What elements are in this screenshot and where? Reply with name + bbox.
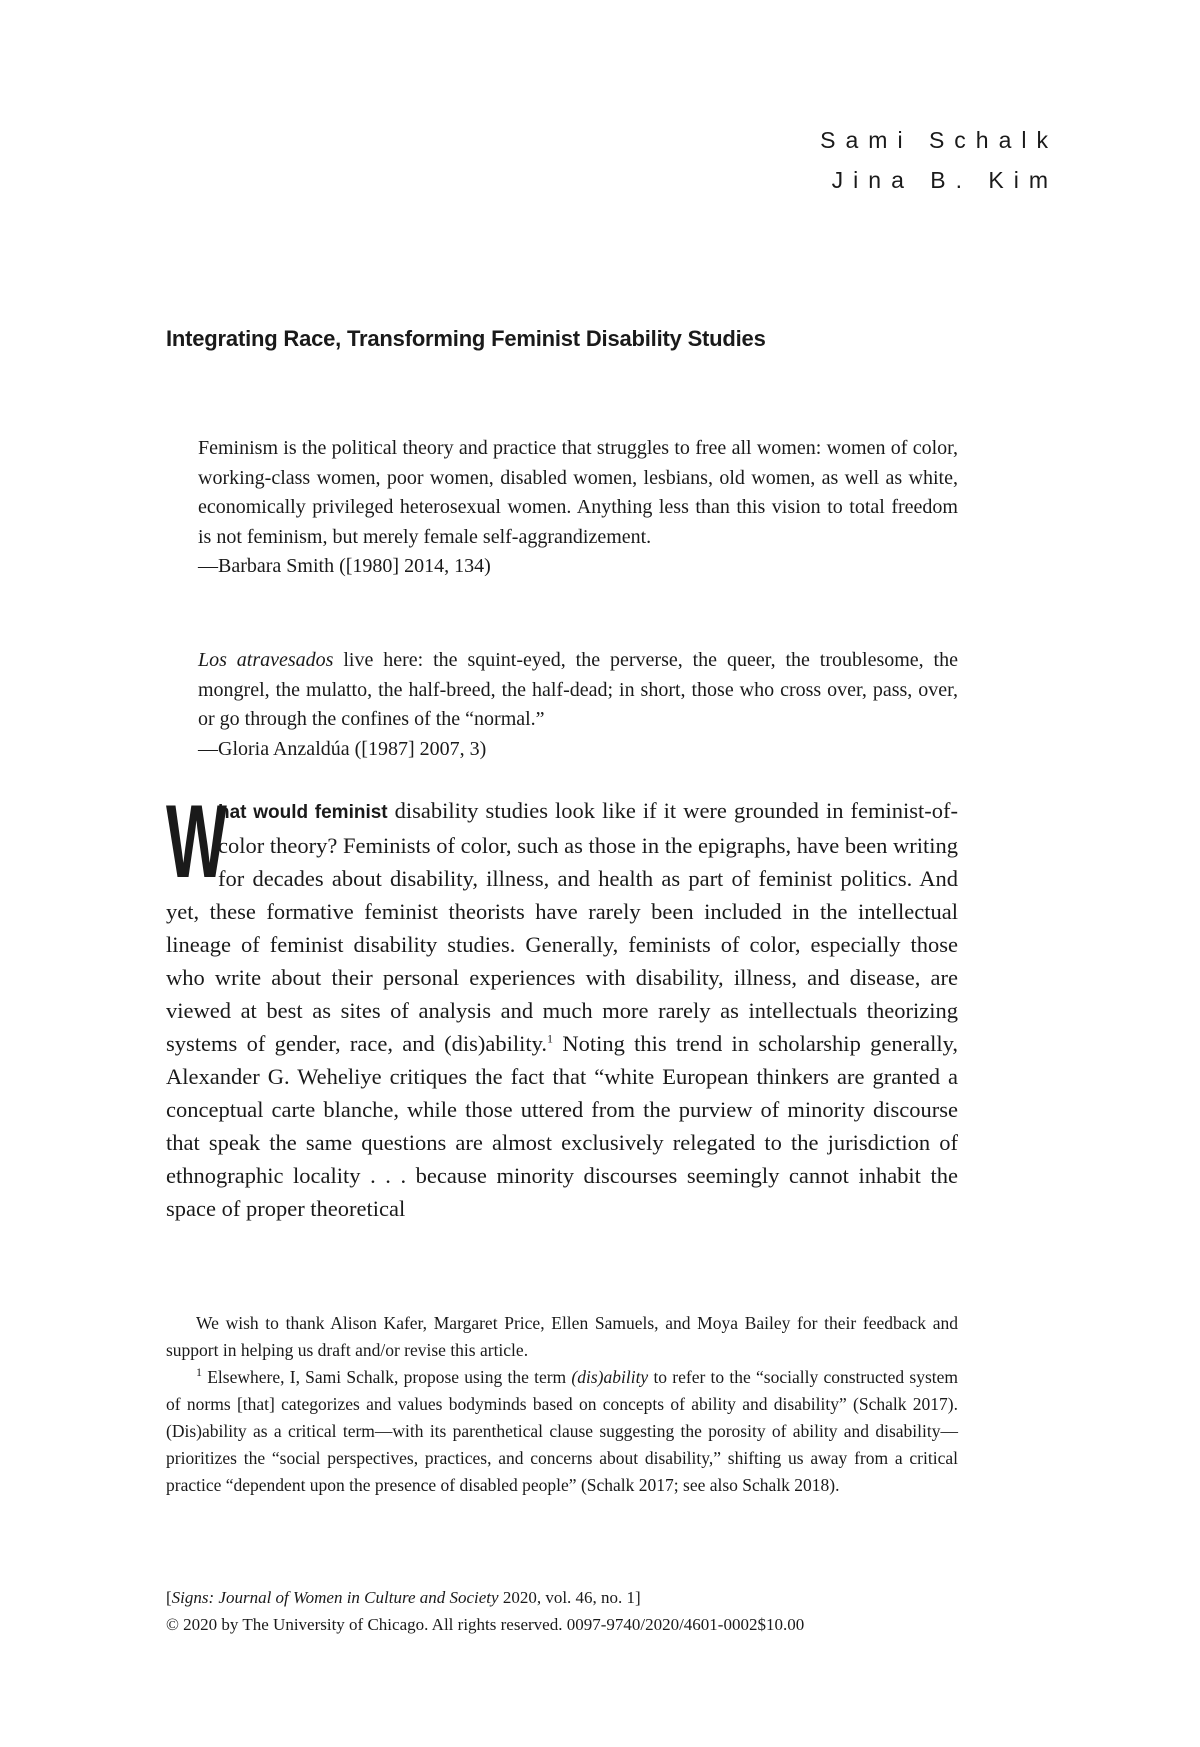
- lead-in-text: hat would feminist: [218, 802, 388, 823]
- journal-name: Signs: Journal of Women in Culture and Society: [171, 1588, 499, 1607]
- footnote-reference[interactable]: 1: [547, 1031, 553, 1046]
- author-name: Sami Schalk: [820, 127, 1058, 153]
- journal-issue: 2020, vol. 46, no. 1]: [498, 1588, 641, 1607]
- body-text-part: disability studies look like if it were grounded in feminist-of-color theory? Feminists of color, such as those in the epigraphs, have been writing for decades about disability, illness, and health as part of feminist politics. And yet, these formative feminist theorists have rarely been included in the intellectual lineage of feminist disability studies. Generally, feminists of color, especially those who write about their personal experiences with disability, illness, and disease, are viewed at best as sites of analysis and much more rarely as intellectuals theorizing systems of gender, race, and (dis)ability.: [166, 798, 958, 1056]
- epigraph-attribution: —Gloria Anzaldúa ([1987] 2007, 3): [198, 737, 487, 760]
- body-paragraph: [166, 784, 958, 1225]
- epigraph-attribution: —Barbara Smith ([1980] 2014, 134): [198, 555, 491, 577]
- footnote-number: 1: [196, 1365, 202, 1380]
- drop-cap: W: [166, 784, 226, 900]
- epigraph-smith: [198, 434, 958, 582]
- footnotes: [166, 1310, 958, 1499]
- acknowledgment-note: We wish to thank Alison Kafer, Margaret Price, Ellen Samuels, and Moya Bailey for their feedback and support in helping us draft and/or revise this article.: [166, 1313, 958, 1360]
- author-list: [820, 120, 1058, 200]
- epigraph-italic-lead: Los atravesados: [198, 649, 334, 671]
- page-footer: [166, 1584, 1066, 1638]
- copyright-line: © 2020 by The University of Chicago. All rights reserved. 0097-9740/2020/4601-0002$10.00: [166, 1615, 805, 1634]
- epigraph-text: Feminism is the political theory and practice that struggles to free all women: women of color, working-class women, poor women, disabled women, lesbians, old women, as well as white, economically privileged heterosexual women. Anything less than this vision to total freedom is not feminism, but merely female self-aggrandizement.: [198, 437, 958, 548]
- journal-citation: [166, 1584, 1066, 1611]
- footnote-text: to refer to the “socially constructed system of norms [that] categorizes and values bodyminds based on concepts of ability and disability” (Schalk 2017). (Dis)ability as a critical term—with its parenthetical clause suggesting the porosity of ability and disability—prioritizes the “social perspectives, practices, and concerns about disability,” shifting us away from a critical practice “dependent upon the presence of disabled people” (Schalk 2017; see also Schalk 2018).: [166, 1367, 958, 1495]
- bracket: [: [166, 1588, 172, 1607]
- epigraph-text: [198, 646, 958, 735]
- footnote-1: [166, 1364, 958, 1499]
- author-name: Jina B. Kim: [831, 167, 1058, 193]
- epigraph-text-rest: live here: the squint-eyed, the perverse, the queer, the troublesome, the mongrel, the mulatto, the half-breed, the half-dead; in short, those who cross over, pass, over, or go through the confines of the “normal.”: [198, 649, 958, 730]
- article-title: Integrating Race, Transforming Feminist Disability Studies: [166, 326, 766, 351]
- footnote-italic-term: (dis)ability: [571, 1367, 649, 1387]
- epigraph-anzaldua: [198, 646, 958, 764]
- body-text-part: Noting this trend in scholarship generally, Alexander G. Weheliye critiques the fact that “white European thinkers are granted a conceptual carte blanche, while those uttered from the purview of minority discourse that speak the same questions are almost exclusively relegated to the jurisdiction of ethnographic locality . . . because minority discourses seemingly cannot inhabit the space of proper theoretical: [166, 1031, 958, 1221]
- footnote-text: Elsewhere, I, Sami Schalk, propose using the term: [202, 1367, 572, 1387]
